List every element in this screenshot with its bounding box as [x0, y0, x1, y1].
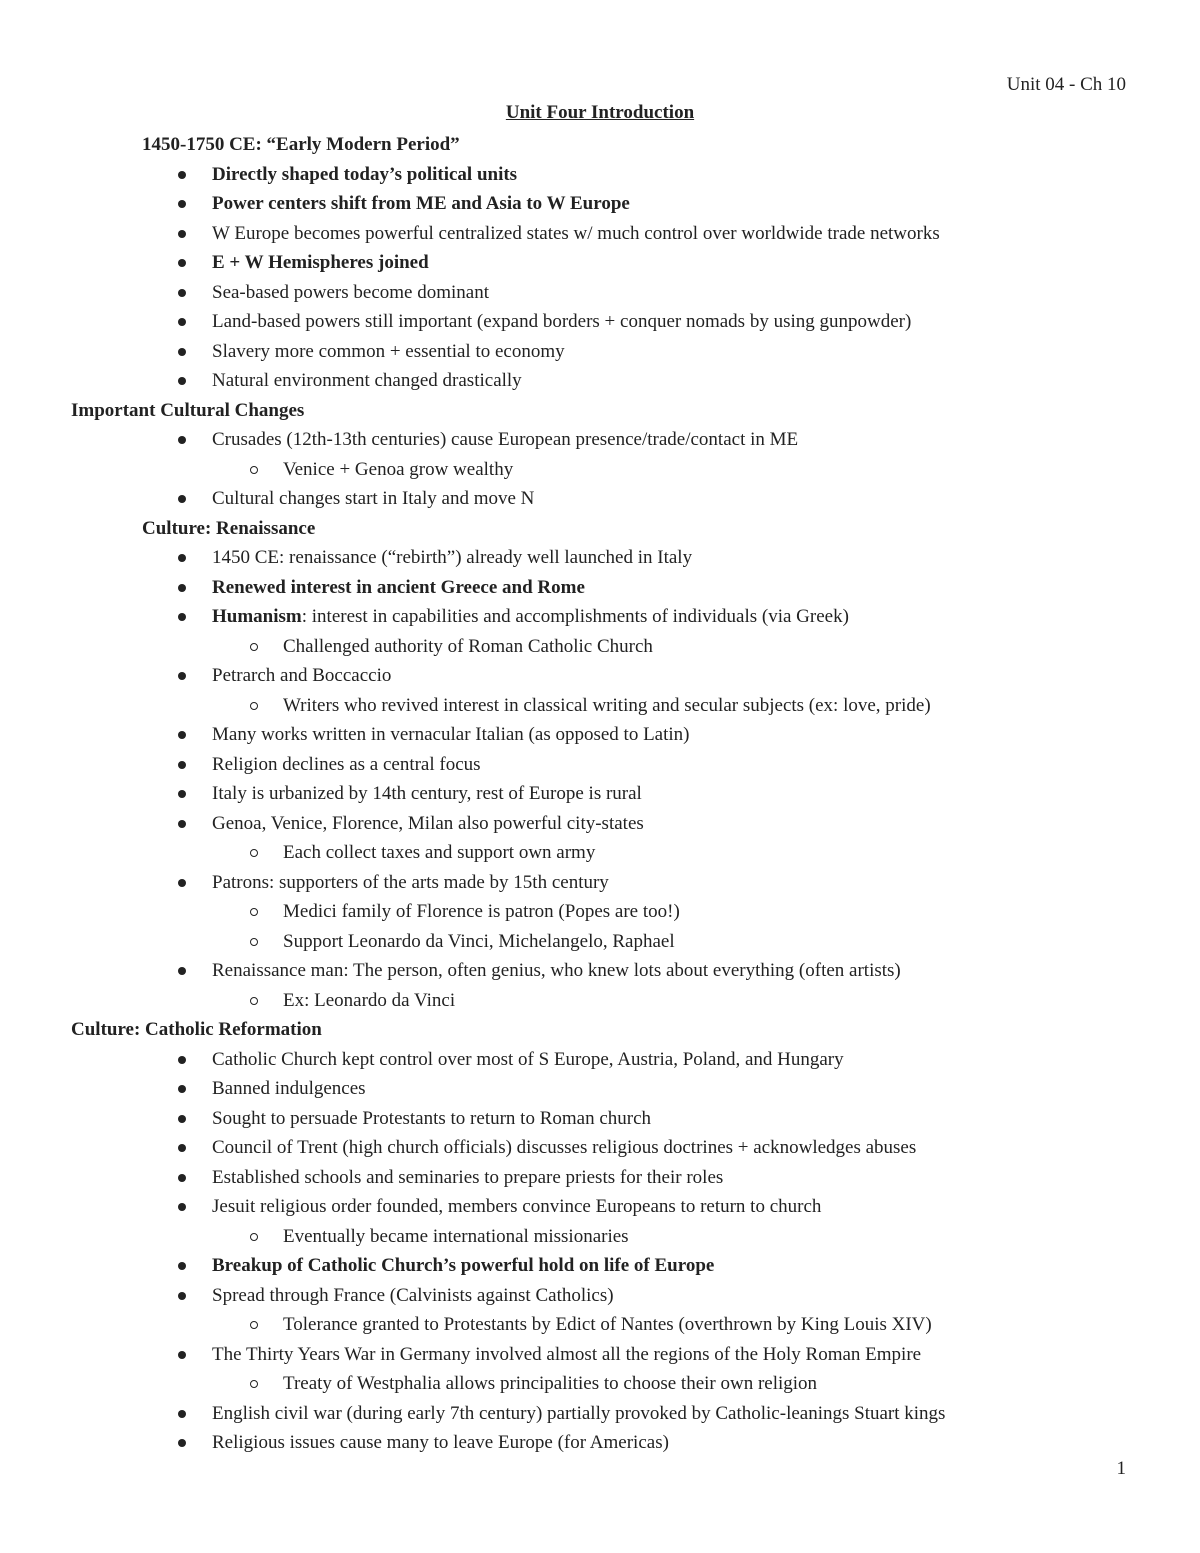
- bullet-text: Banned indulgences: [212, 1078, 366, 1099]
- bullet-text: Directly shaped today’s political units: [212, 163, 518, 185]
- filled-dot-bullet-icon: [178, 1144, 186, 1152]
- bullet-item: [0, 661, 1200, 691]
- sub-bullet-item: [0, 927, 1200, 957]
- bullet-text: Writers who revived interest in classical writing and secular subjects (ex: love, pride): [283, 694, 931, 716]
- document-title: Unit Four Introduction: [505, 102, 695, 123]
- page-number: 1: [1116, 1458, 1126, 1479]
- bullet-text: Sought to persuade Protestants to return to Roman church: [212, 1107, 652, 1129]
- filled-dot-bullet-icon: [178, 171, 186, 179]
- bullet-item: [0, 750, 1200, 780]
- bullet-text: Medici family of Florence is patron (Popes are too!): [283, 901, 680, 922]
- bullet-text: Petrarch and Boccaccio: [212, 665, 392, 686]
- filled-dot-bullet-icon: [178, 1203, 186, 1211]
- sub-bullet-item: [0, 838, 1200, 868]
- bullet-text: Renaissance man: The person, often genius, who knew lots about everything (often artists): [212, 960, 901, 981]
- bullet-text: Religion declines as a central focus: [212, 753, 481, 775]
- bullet-text: Catholic Church kept control over most of S Europe, Austria, Poland, and Hungary: [212, 1048, 844, 1070]
- hollow-circle-bullet-icon: [250, 1233, 258, 1241]
- bullet-text: Cultural changes start in Italy and move N: [212, 488, 535, 509]
- section-heading: [0, 1015, 1200, 1045]
- bullet-text: Land-based powers still important (expand borders + conquer nomads by using gunpowder): [212, 311, 912, 332]
- sub-bullet-item: [0, 1369, 1200, 1399]
- section-heading-text: 1450-1750 CE: “Early Modern Period”: [142, 134, 460, 155]
- filled-dot-bullet-icon: [178, 377, 186, 385]
- bullet-item: [0, 573, 1200, 603]
- bullet-item: [0, 219, 1200, 249]
- bullet-text: Venice + Genoa grow wealthy: [283, 458, 514, 480]
- filled-dot-bullet-icon: [178, 1085, 186, 1093]
- bullet-text: Sea-based powers become dominant: [212, 281, 489, 303]
- bullet-text: Religious issues cause many to leave Europe (for Americas): [212, 1432, 669, 1453]
- bullet-item: [0, 1192, 1200, 1222]
- bullet-text: Slavery more common + essential to economy: [212, 340, 565, 362]
- filled-dot-bullet-icon: [178, 259, 186, 267]
- hollow-circle-bullet-icon: [250, 849, 258, 857]
- section-heading-text: Culture: Renaissance: [142, 517, 316, 539]
- filled-dot-bullet-icon: [178, 1439, 186, 1447]
- filled-dot-bullet-icon: [178, 820, 186, 828]
- bullet-text: Italy is urbanized by 14th century, rest of Europe is rural: [212, 783, 642, 804]
- filled-dot-bullet-icon: [178, 289, 186, 297]
- sub-bullet-item: [0, 691, 1200, 721]
- bullet-item: [0, 1428, 1200, 1458]
- section-heading: [0, 396, 1200, 426]
- bullet-item: [0, 278, 1200, 308]
- sub-bullet-item: [0, 632, 1200, 662]
- sub-bullet-item: [0, 455, 1200, 485]
- filled-dot-bullet-icon: [178, 554, 186, 562]
- bullet-item: [0, 366, 1200, 396]
- bullet-text: Each collect taxes and support own army: [283, 842, 596, 863]
- bullet-item: [0, 1045, 1200, 1075]
- bullet-item: [0, 160, 1200, 190]
- bullet-text: 1450 CE: renaissance (“rebirth”) already well launched in Italy: [212, 547, 693, 568]
- bullet-item: [0, 1104, 1200, 1134]
- bullet-item: [0, 809, 1200, 839]
- filled-dot-bullet-icon: [178, 672, 186, 680]
- filled-dot-bullet-icon: [178, 1292, 186, 1300]
- bullet-text: W Europe becomes powerful centralized states w/ much control over worldwide trade networks: [212, 222, 940, 244]
- bullet-text: English civil war (during early 7th century) partially provoked by Catholic-leanings Stuart kings: [212, 1402, 946, 1424]
- bullet-item: [0, 956, 1200, 986]
- filled-dot-bullet-icon: [178, 348, 186, 356]
- bold-term: Humanism: [212, 606, 302, 627]
- bullet-item: [0, 189, 1200, 219]
- section-heading-text: Important Cultural Changes: [71, 399, 305, 421]
- bullet-text: Challenged authority of Roman Catholic Church: [283, 635, 653, 657]
- filled-dot-bullet-icon: [178, 1262, 186, 1270]
- outline-content: [0, 130, 1200, 1458]
- filled-dot-bullet-icon: [178, 879, 186, 887]
- filled-dot-bullet-icon: [178, 1410, 186, 1418]
- bullet-text: Breakup of Catholic Church’s powerful hold on life of Europe: [212, 1255, 715, 1276]
- hollow-circle-bullet-icon: [250, 1380, 258, 1388]
- bullet-text: Patrons: supporters of the arts made by 15th century: [212, 871, 609, 893]
- bullet-text: The Thirty Years War in Germany involved almost all the regions of the Holy Roman Empire: [212, 1343, 922, 1365]
- bullet-text: Power centers shift from ME and Asia to W Europe: [212, 193, 630, 214]
- hollow-circle-bullet-icon: [250, 938, 258, 946]
- filled-dot-bullet-icon: [178, 1056, 186, 1064]
- filled-dot-bullet-icon: [178, 1174, 186, 1182]
- filled-dot-bullet-icon: [178, 613, 186, 621]
- bullet-item: [0, 484, 1200, 514]
- sub-bullet-item: [0, 1310, 1200, 1340]
- bullet-text: Crusades (12th-13th centuries) cause European presence/trade/contact in ME: [212, 429, 799, 450]
- bullet-text: Support Leonardo da Vinci, Michelangelo, Raphael: [283, 930, 675, 952]
- filled-dot-bullet-icon: [178, 790, 186, 798]
- bullet-text: Many works written in vernacular Italian (as opposed to Latin): [212, 724, 690, 745]
- bullet-item: [0, 1074, 1200, 1104]
- bullet-text: Treaty of Westphalia allows principalities to choose their own religion: [283, 1373, 818, 1394]
- bullet-item: [0, 543, 1200, 573]
- bullet-text: : interest in capabilities and accomplishments of individuals (via Greek): [301, 606, 849, 627]
- filled-dot-bullet-icon: [178, 318, 186, 326]
- filled-dot-bullet-icon: [178, 1115, 186, 1123]
- sub-bullet-item: [0, 986, 1200, 1016]
- bullet-text: Tolerance granted to Protestants by Edict of Nantes (overthrown by King Louis XIV): [283, 1314, 932, 1335]
- hollow-circle-bullet-icon: [250, 1321, 258, 1329]
- bullet-item: [0, 1163, 1200, 1193]
- bullet-text: Renewed interest in ancient Greece and Rome: [212, 576, 585, 598]
- bullet-item: [0, 1133, 1200, 1163]
- bullet-item: [0, 1281, 1200, 1311]
- bullet-text: E + W Hemispheres joined: [212, 252, 429, 273]
- bullet-item: [0, 602, 1200, 632]
- bullet-item: [0, 425, 1200, 455]
- filled-dot-bullet-icon: [178, 495, 186, 503]
- filled-dot-bullet-icon: [178, 584, 186, 592]
- bullet-item: [0, 1340, 1200, 1370]
- bullet-item: [0, 868, 1200, 898]
- bullet-text: Ex: Leonardo da Vinci: [283, 989, 456, 1011]
- sub-bullet-item: [0, 1222, 1200, 1252]
- hollow-circle-bullet-icon: [250, 702, 258, 710]
- filled-dot-bullet-icon: [178, 761, 186, 769]
- section-heading: [0, 130, 1200, 160]
- page-header: Unit 04 - Ch 10: [1006, 74, 1126, 95]
- bullet-item: [0, 1251, 1200, 1281]
- filled-dot-bullet-icon: [178, 230, 186, 238]
- section-heading-text: Culture: Catholic Reformation: [71, 1019, 322, 1040]
- filled-dot-bullet-icon: [178, 967, 186, 975]
- section-heading: [0, 514, 1200, 544]
- bullet-item: [0, 1399, 1200, 1429]
- bullet-item: [0, 779, 1200, 809]
- filled-dot-bullet-icon: [178, 731, 186, 739]
- filled-dot-bullet-icon: [178, 1351, 186, 1359]
- bullet-item: [0, 720, 1200, 750]
- filled-dot-bullet-icon: [178, 436, 186, 444]
- bullet-item: [0, 337, 1200, 367]
- bullet-text: Established schools and seminaries to prepare priests for their roles: [212, 1166, 724, 1188]
- filled-dot-bullet-icon: [178, 200, 186, 208]
- bullet-text: Council of Trent (high church officials) discusses religious doctrines + acknowledges abuses: [212, 1137, 917, 1158]
- sub-bullet-item: [0, 897, 1200, 927]
- bullet-item: [0, 248, 1200, 278]
- bullet-text: Spread through France (Calvinists against Catholics): [212, 1284, 614, 1306]
- hollow-circle-bullet-icon: [250, 643, 258, 651]
- hollow-circle-bullet-icon: [250, 466, 258, 474]
- bullet-text: Eventually became international missionaries: [283, 1225, 629, 1247]
- bullet-text: Genoa, Venice, Florence, Milan also powerful city-states: [212, 812, 644, 834]
- bullet-text: Jesuit religious order founded, members convince Europeans to return to church: [212, 1196, 822, 1217]
- hollow-circle-bullet-icon: [250, 997, 258, 1005]
- hollow-circle-bullet-icon: [250, 908, 258, 916]
- bullet-text: Natural environment changed drastically: [212, 370, 522, 391]
- bullet-item: [0, 307, 1200, 337]
